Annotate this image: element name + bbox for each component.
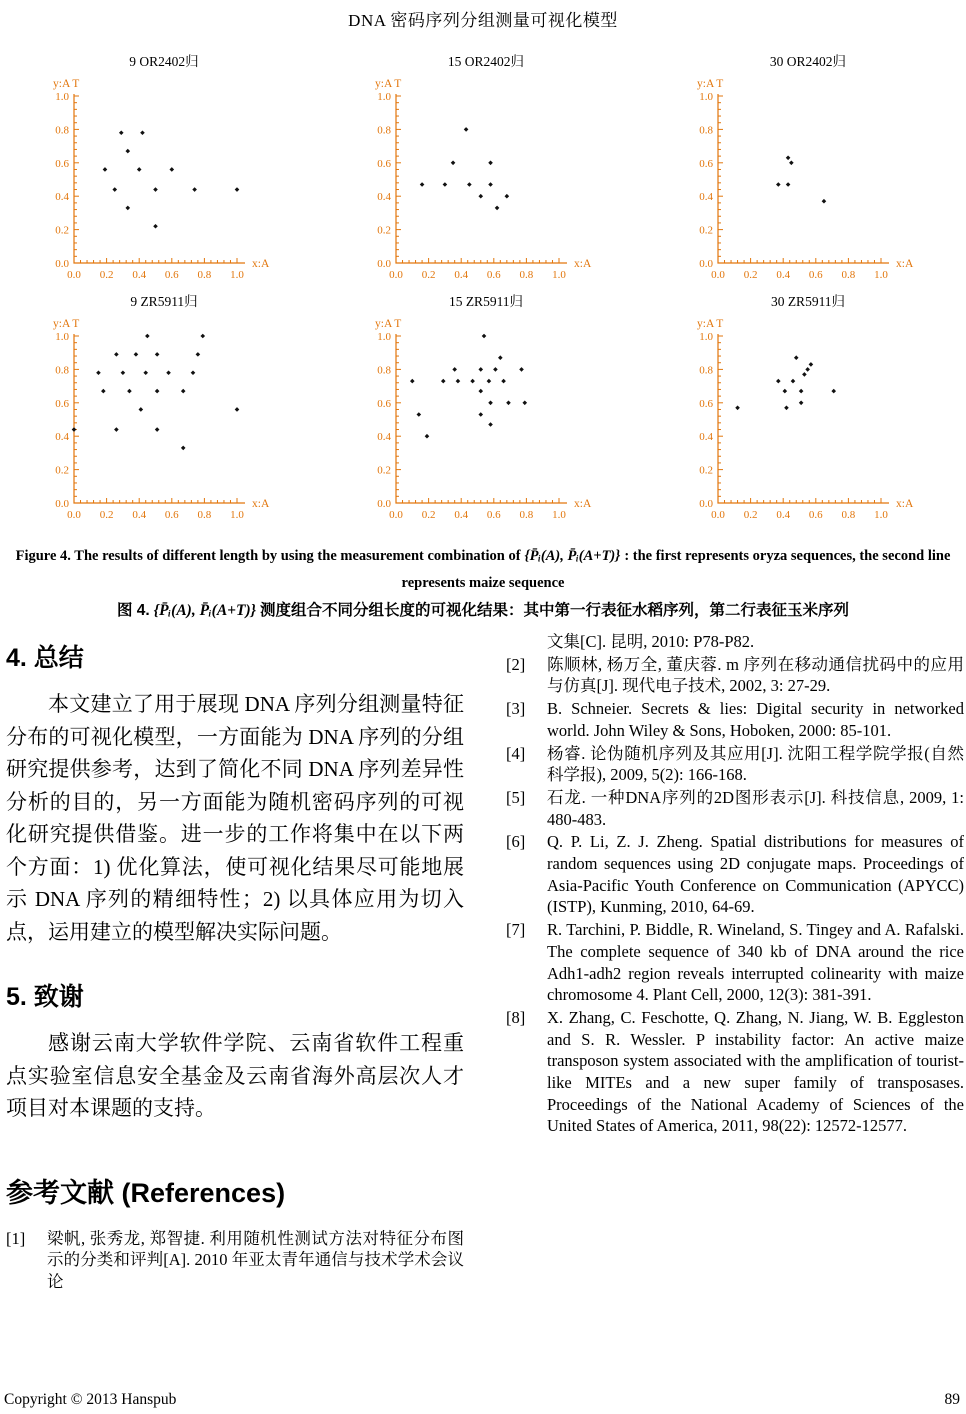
reference-number: [2]	[506, 654, 526, 674]
svg-text:0.4: 0.4	[132, 509, 147, 521]
svg-text:0.6: 0.6	[808, 269, 823, 281]
reference-text: 文集[C]. 昆明, 2010: P78-P82.	[547, 632, 755, 651]
svg-text:0.8: 0.8	[55, 364, 69, 377]
page-number: 89	[944, 1391, 960, 1408]
svg-text:1.0: 1.0	[699, 91, 713, 103]
svg-text:y:A T: y:A T	[375, 318, 402, 330]
svg-text:9 ZR5911归: 9 ZR5911归	[130, 294, 198, 309]
reference-text: R. Tarchini, P. Biddle, R. Wineland, S. Tingey and A. Rafalski. The complete sequence of 340 kb of DNA around the rice Adh1-adh2 region reveals interrupted colinearity with maize chromosome 4. Plant Cell, 2000, 12(3): 381-391.	[547, 920, 964, 1005]
svg-text:30 OR2402归: 30 OR2402归	[769, 54, 847, 69]
reference-text: 杨睿. 论伪随机序列及其应用[J]. 沈阳工程学院学报(自然科学报), 2009, 5(2): 166-168.	[547, 743, 964, 785]
svg-text:x:A: x:A	[252, 258, 270, 270]
section-4-heading: 4. 总结	[6, 644, 84, 672]
svg-text:1.0: 1.0	[699, 331, 713, 343]
figure-caption-en	[0, 543, 966, 597]
measurement-formula: {P̄ᵢ(A), P̄ᵢ(A+T)}	[524, 548, 621, 564]
svg-text:0.2: 0.2	[699, 464, 713, 477]
reference-item	[506, 1007, 964, 1137]
svg-text:0.2: 0.2	[99, 509, 114, 521]
caption-en-text-1: Figure 4. The results of different length by using the measurement combination of	[15, 548, 521, 564]
svg-text:0.2: 0.2	[55, 464, 69, 477]
reference-text: 石龙. 一种DNA序列的2D图形表示[J]. 科技信息, 2009, 1: 480-483.	[547, 787, 964, 829]
svg-text:0.0: 0.0	[711, 269, 725, 281]
scatter-plot-9-zr5911	[40, 290, 362, 530]
svg-text:1.0: 1.0	[377, 91, 391, 103]
reference-item	[506, 743, 964, 786]
caption-zh-label: 图 4.	[116, 602, 150, 619]
svg-text:0.2: 0.2	[743, 509, 758, 521]
svg-text:15 ZR5911归: 15 ZR5911归	[448, 294, 524, 309]
section-5-paragraph: 感谢云南大学软件学院、云南省软件工程重点实验室信息安全基金及云南省海外高层次人才项目对本课题的支持。	[6, 1031, 464, 1120]
svg-text:9 OR2402归: 9 OR2402归	[129, 54, 199, 69]
reference-item	[506, 698, 964, 741]
svg-text:0.0: 0.0	[711, 509, 725, 521]
svg-text:15 OR2402归: 15 OR2402归	[447, 54, 525, 69]
running-head: DNA 密码序列分组测量可视化模型	[348, 11, 618, 30]
page-footer	[4, 1391, 960, 1409]
svg-text:0.4: 0.4	[377, 191, 391, 204]
svg-text:0.8: 0.8	[699, 124, 713, 137]
svg-text:0.6: 0.6	[164, 269, 179, 281]
svg-text:0.8: 0.8	[699, 364, 713, 377]
svg-text:0.2: 0.2	[421, 269, 436, 281]
section-5-heading: 5. 致谢	[6, 983, 84, 1011]
svg-text:y:A T: y:A T	[375, 78, 402, 90]
measurement-formula-zh: {P̄ᵢ(A), P̄ᵢ(A+T)}	[153, 602, 257, 619]
reference-number: [5]	[506, 787, 526, 807]
svg-text:0.6: 0.6	[377, 157, 391, 170]
svg-text:1.0: 1.0	[55, 91, 69, 103]
svg-text:0.2: 0.2	[377, 464, 391, 477]
left-column	[6, 638, 464, 1294]
svg-text:0.2: 0.2	[743, 269, 758, 281]
scatter-plot-30-zr5911	[684, 290, 966, 530]
reference-number: [8]	[506, 1007, 526, 1027]
svg-text:0.6: 0.6	[486, 269, 501, 281]
svg-text:0.2: 0.2	[55, 224, 69, 237]
svg-text:0.6: 0.6	[55, 157, 69, 170]
reference-text: B. Schneier. Secrets & lies: Digital security in networked world. John Wiley & Sons, Hoboken, 2000: 85-101.	[547, 699, 964, 740]
svg-text:y:A T: y:A T	[697, 78, 724, 90]
svg-text:0.4: 0.4	[55, 431, 69, 444]
svg-text:30 ZR5911归: 30 ZR5911归	[770, 294, 846, 309]
svg-text:0.0: 0.0	[389, 509, 403, 521]
svg-text:0.0: 0.0	[55, 498, 69, 510]
svg-text:1.0: 1.0	[230, 269, 244, 281]
caption-en-text-2: : the first represents oryza sequences, the second line represents maize sequence	[401, 548, 951, 591]
svg-text:y:A T: y:A T	[53, 318, 80, 330]
svg-text:0.6: 0.6	[164, 509, 179, 521]
svg-text:0.6: 0.6	[699, 157, 713, 170]
svg-text:0.8: 0.8	[519, 509, 534, 521]
svg-text:0.8: 0.8	[197, 509, 212, 521]
reference-number: [3]	[506, 699, 526, 719]
svg-text:0.0: 0.0	[377, 258, 391, 270]
svg-text:x:A: x:A	[574, 258, 592, 270]
reference-number: [7]	[506, 920, 526, 940]
svg-text:1.0: 1.0	[874, 269, 888, 281]
svg-text:0.4: 0.4	[776, 269, 791, 281]
svg-text:0.4: 0.4	[454, 269, 469, 281]
svg-text:0.0: 0.0	[55, 258, 69, 270]
svg-text:0.4: 0.4	[699, 431, 713, 444]
svg-text:0.6: 0.6	[377, 397, 391, 410]
reference-number: [4]	[506, 743, 526, 763]
svg-text:0.0: 0.0	[699, 258, 713, 270]
svg-text:1.0: 1.0	[377, 331, 391, 343]
scatter-plot-9-or2402	[40, 50, 362, 290]
svg-text:0.8: 0.8	[197, 269, 212, 281]
reference-text: Q. P. Li, Z. J. Zheng. Spatial distributions for measures of random sequences using 2D conjugate maps. Proceedings of Asia-Pacific Youth Conference on Communication (APYCC) (ISTP), Kunming, 2010, 64-69.	[547, 832, 964, 917]
svg-text:0.4: 0.4	[454, 509, 469, 521]
svg-text:y:A T: y:A T	[697, 318, 724, 330]
right-column	[506, 631, 964, 1138]
svg-text:0.4: 0.4	[699, 191, 713, 204]
svg-text:0.2: 0.2	[699, 224, 713, 237]
scatter-plot-15-zr5911	[362, 290, 684, 530]
reference-number: [6]	[506, 832, 526, 852]
reference-text: 陈顺林, 杨万全, 董庆蓉. m 序列在移动通信扰码中的应用与仿真[J]. 现代电子技术, 2002, 3: 27-29.	[547, 654, 964, 696]
svg-text:0.0: 0.0	[389, 269, 403, 281]
svg-text:x:A: x:A	[574, 498, 592, 510]
svg-text:0.6: 0.6	[808, 509, 823, 521]
svg-text:0.2: 0.2	[99, 269, 114, 281]
svg-text:0.4: 0.4	[132, 269, 147, 281]
scatter-plot-30-or2402	[684, 50, 966, 290]
reference-text: X. Zhang, C. Feschotte, Q. Zhang, N. Jiang, W. B. Eggleston and S. R. Wessler. P instability factor: An active maize transposon system associated with the amplification of tourist-like MITEs and a new super family of transposases. Proceedings of the National Academy of Sciences of the United States of America, 2011, 98(22): 12572-12577.	[547, 1007, 964, 1136]
section-4-paragraph: 本文建立了用于展现 DNA 序列分组测量特征分布的可视化模型，一方面能为 DNA 序列的分组研究提供参考，达到了简化不同 DNA 序列差异性分析的目的，另一方面能为随机密码序列的可视化研究提供借鉴。进一步的工作将集中在以下两个方面：1) 优化算法，使可视化结果尽可能地展示 DNA 序列的精细特性；2) 以具体应用为切入点，运用建立的模型解决实际问题。	[6, 692, 464, 944]
reference-item	[506, 919, 964, 1006]
scatter-plot-15-or2402	[362, 50, 684, 290]
svg-text:0.8: 0.8	[841, 509, 856, 521]
reference-number: [1]	[6, 1228, 26, 1248]
references-list-right	[506, 631, 964, 1137]
reference-item	[6, 1228, 464, 1293]
svg-text:0.8: 0.8	[377, 364, 391, 377]
svg-text:x:A: x:A	[896, 498, 914, 510]
svg-text:0.4: 0.4	[55, 191, 69, 204]
svg-text:0.4: 0.4	[776, 509, 791, 521]
svg-text:0.8: 0.8	[55, 124, 69, 137]
figure-4-plots	[40, 50, 966, 530]
svg-text:0.6: 0.6	[486, 509, 501, 521]
svg-text:1.0: 1.0	[55, 331, 69, 343]
svg-text:x:A: x:A	[896, 258, 914, 270]
svg-text:0.6: 0.6	[55, 397, 69, 410]
svg-text:0.8: 0.8	[519, 269, 534, 281]
svg-text:0.0: 0.0	[67, 509, 81, 521]
svg-text:y:A T: y:A T	[53, 78, 80, 90]
svg-text:0.6: 0.6	[699, 397, 713, 410]
svg-text:0.8: 0.8	[841, 269, 856, 281]
svg-text:x:A: x:A	[252, 498, 270, 510]
svg-text:0.4: 0.4	[377, 431, 391, 444]
references-list-left	[6, 1228, 464, 1293]
figure-4-caption	[0, 543, 966, 623]
svg-text:0.0: 0.0	[699, 498, 713, 510]
svg-text:0.2: 0.2	[421, 509, 436, 521]
copyright-text: Copyright © 2013 Hanspub	[4, 1391, 177, 1408]
svg-text:0.2: 0.2	[377, 224, 391, 237]
svg-text:1.0: 1.0	[552, 269, 566, 281]
references-heading: 参考文献 (References)	[6, 1177, 286, 1208]
reference-text: 梁帆, 张秀龙, 郑智捷. 利用随机性测试方法对特征分布图示的分类和评判[A]. 2010 年亚太青年通信与技术学术会议论	[47, 1228, 464, 1291]
reference-item	[506, 787, 964, 830]
svg-text:0.8: 0.8	[377, 124, 391, 137]
svg-text:1.0: 1.0	[552, 509, 566, 521]
svg-text:1.0: 1.0	[874, 509, 888, 521]
reference-item-continuation	[506, 631, 964, 653]
caption-zh-text: 测度组合不同分组长度的可视化结果：其中第一行表征水稻序列，第二行表征玉米序列	[260, 602, 850, 619]
reference-item	[506, 654, 964, 697]
svg-text:0.0: 0.0	[377, 498, 391, 510]
figure-caption-zh	[0, 599, 966, 623]
svg-text:1.0: 1.0	[230, 509, 244, 521]
svg-text:0.0: 0.0	[67, 269, 81, 281]
reference-item	[506, 831, 964, 918]
